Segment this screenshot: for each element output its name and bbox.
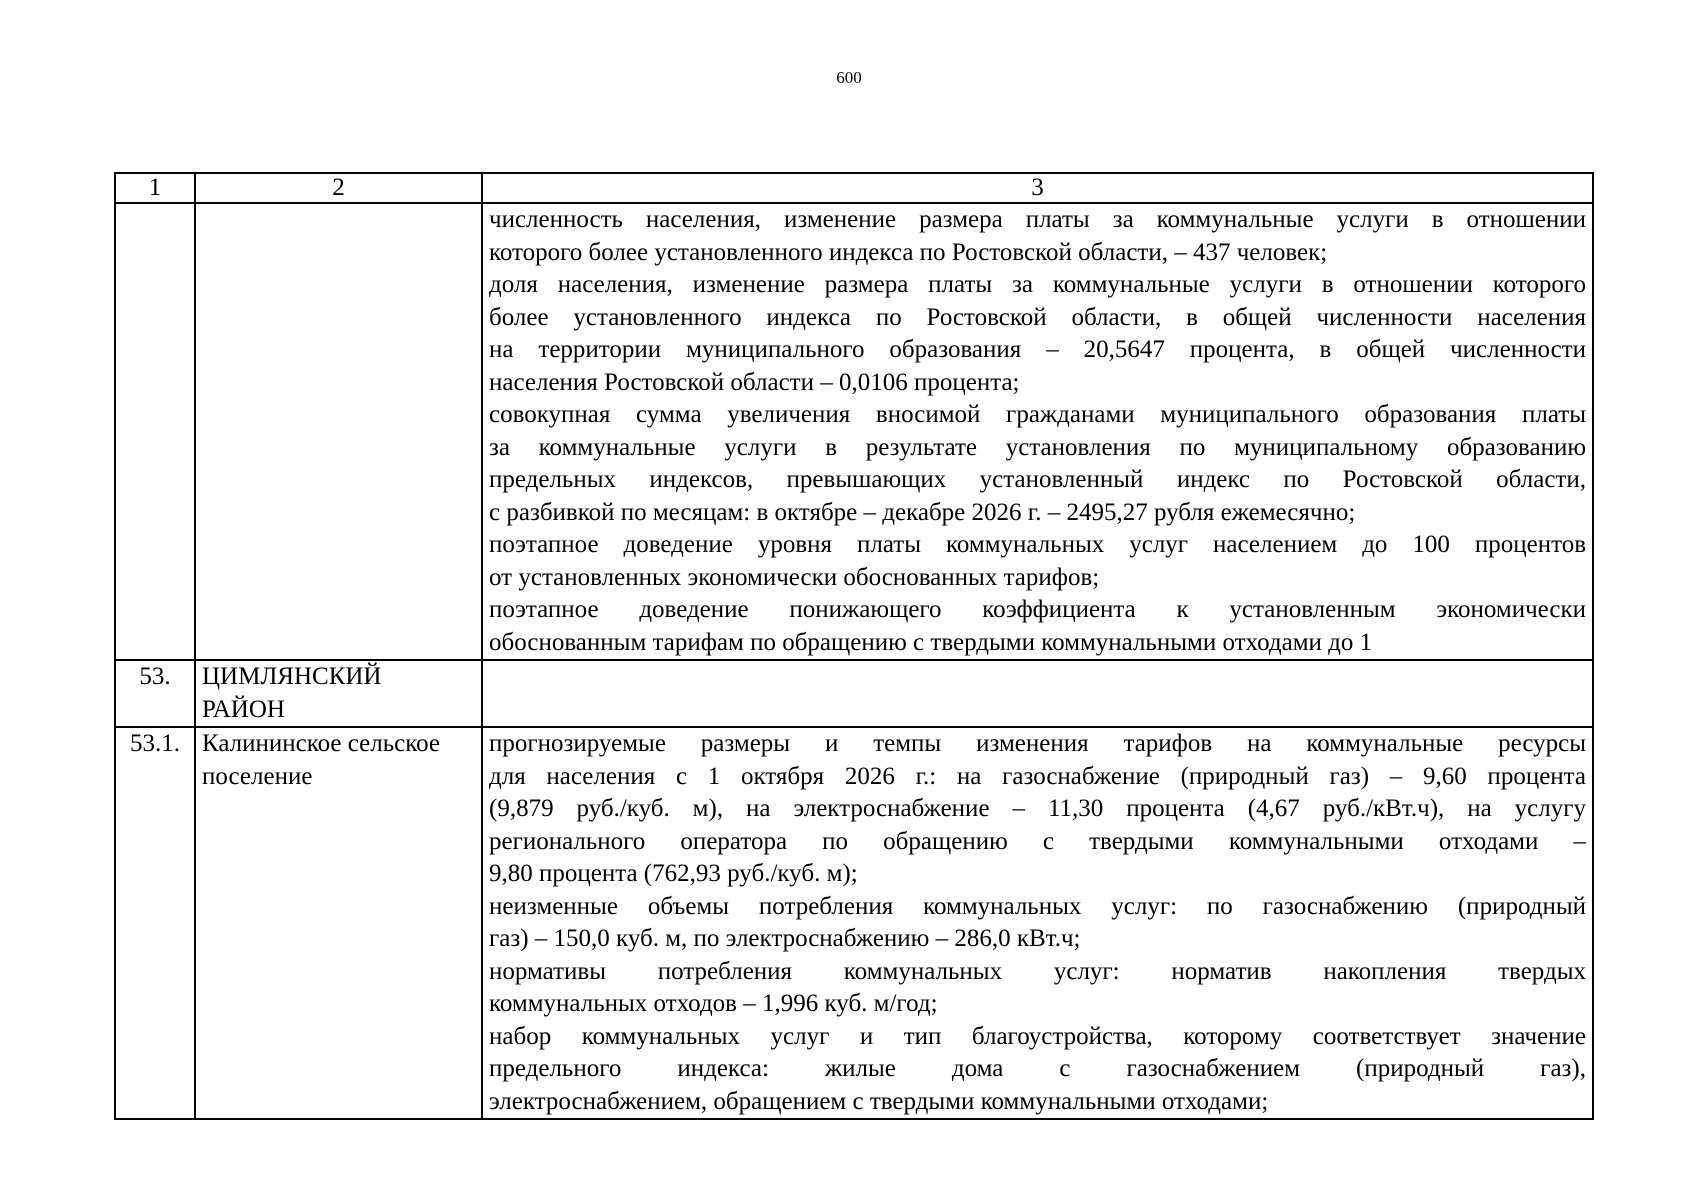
settlement-name-line-1: Калининское сельское [202,730,441,757]
text-line: поэтапное доведение понижающего коэффициента к установленным экономически [489,596,1586,623]
text-line: более установленного индекса по Ростовской области, в общей численности населения [489,303,1586,331]
text-line: неизменные объемы потребления коммунальных услуг: по газоснабжению (природный [489,892,1586,920]
continuation-number-cell [115,203,195,660]
text-line: численность населения, изменение размера платы за коммунальные услуги в отношении [489,206,1586,233]
continuation-text-cell [482,203,1593,660]
table-row-53 [115,660,1593,727]
text-line: нормативы потребления коммунальных услуг: норматив накопления твердых [489,957,1586,985]
district-name-line-1: ЦИМЛЯНСКИЙ [202,663,382,690]
text-line: регионального оператора по обращению с твердыми коммунальными отходами – [489,827,1586,855]
header-cell-1: 1 [115,173,195,203]
settlement-name-cell [195,727,482,1119]
text-line: коммунальных отходов – 1,996 куб. м/год; [489,990,938,1017]
text-line: прогнозируемые размеры и темпы изменения тарифов на коммунальные ресурсы [489,730,1586,757]
text-line: на территории муниципального образования – 20,5647 процента, в общей численности [489,336,1586,363]
header-cell-3: 3 [482,173,1593,203]
row-number-53-1: 53.1. [115,727,195,1119]
settlement-text-cell [482,727,1593,1119]
header-row [115,173,1593,203]
text-line: предельных индексов, превышающих установленный индекс по Ростовской области, [489,466,1586,493]
text-line: населения Ростовской области – 0,0106 процента; [489,368,1020,396]
table-row-53-1 [115,727,1593,1119]
text-line: набор коммунальных услуг и тип благоустройства, которому соответствует значение [489,1022,1586,1050]
settlement-name-line-2: поселение [202,762,313,790]
continuation-name-cell [195,203,482,660]
text-line: 9,80 процента (762,93 руб./куб. м); [489,860,858,887]
text-line: от установленных экономически обоснованных тарифов; [489,563,1100,591]
page-number: 600 [836,68,862,87]
text-line: (9,879 руб./куб. м), на электроснабжение – 11,30 процента (4,67 руб./кВт.ч), на услугу [489,795,1586,822]
text-line: доля населения, изменение размера платы за коммунальные услуги в отношении которого [489,271,1586,298]
text-line: совокупная сумма увеличения вносимой гражданами муниципального образования платы [489,401,1586,428]
text-line: газ) – 150,0 куб. м, по электроснабжению – 286,0 кВт.ч; [489,925,1081,952]
text-line: которого более установленного индекса по Ростовской области, – 437 человек; [489,238,1328,266]
header-cell-2: 2 [195,173,482,203]
tariff-table [114,172,1594,1120]
text-line: поэтапное доведение уровня платы коммунальных услуг населением до 100 процентов [489,531,1586,558]
text-line: обоснованным тарифам по обращению с твердыми коммунальными отходами до 1 [489,628,1373,656]
text-line: электроснабжением, обращением с твердыми коммунальными отходами; [489,1087,1269,1115]
row-number-53: 53. [115,660,195,727]
text-line: с разбивкой по месяцам: в октябре – декабре 2026 г. – 2495,27 рубля ежемесячно; [489,498,1356,526]
text-line: для населения с 1 октября 2026 г.: на газоснабжение (природный газ) – 9,60 процента [489,762,1586,790]
text-line: предельного индекса: жилые дома с газоснабжением (природный газ), [489,1055,1586,1082]
district-name-cell [195,660,482,727]
continuation-row [115,203,1593,660]
district-text-cell [482,660,1593,727]
district-name-line-2: РАЙОН [202,695,285,723]
text-line: за коммунальные услуги в результате установления по муниципальному образованию [489,433,1586,461]
